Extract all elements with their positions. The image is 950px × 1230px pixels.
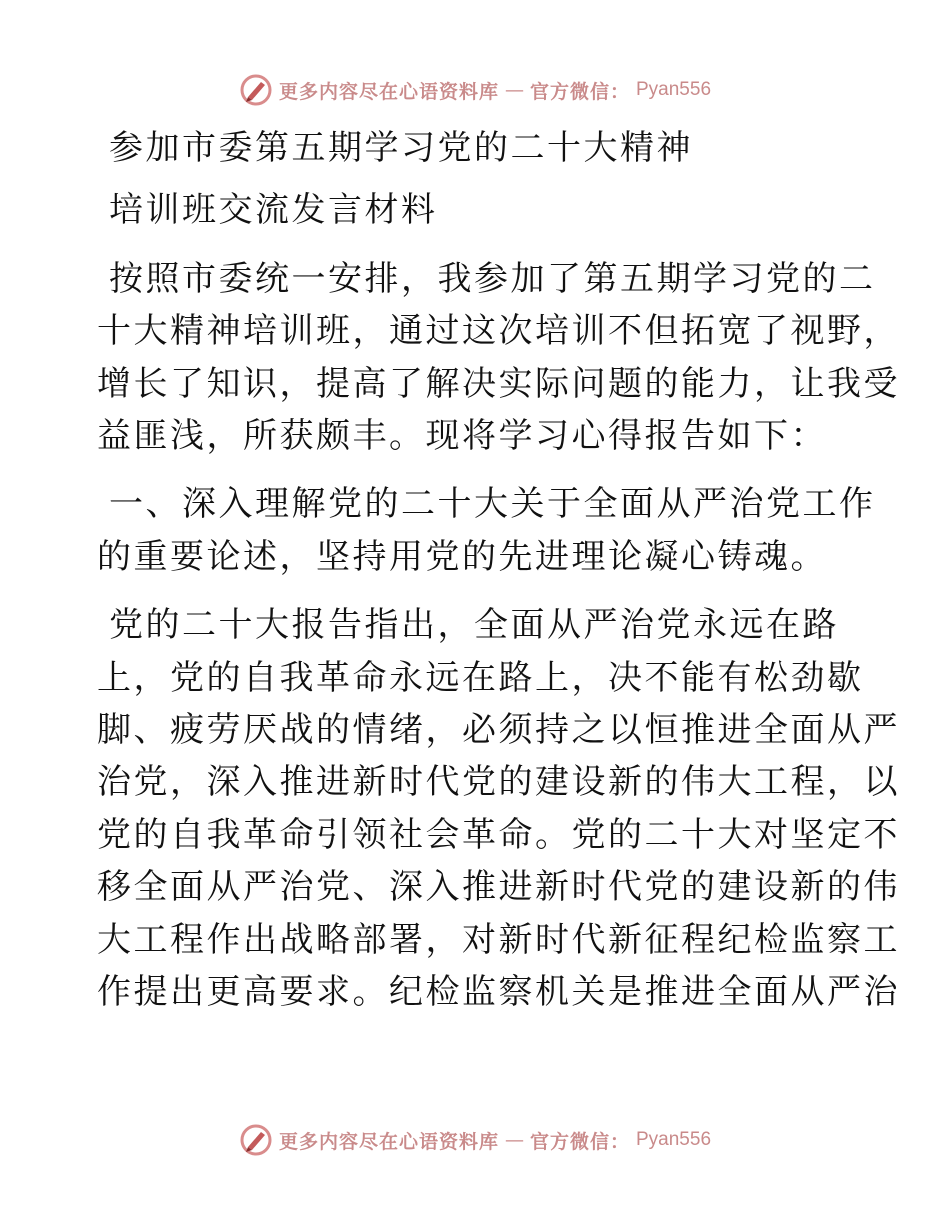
paragraph-line: 治党，深入推进新时代党的建设新的伟大工程，以: [97, 762, 900, 803]
paragraph-line: 上，党的自我革命永远在路上，决不能有松劲歇: [97, 657, 864, 698]
paragraph-line: 益匪浅，所获颇丰。现将学习心得报告如下：: [97, 416, 827, 457]
paragraph-line: 十大精神培训班，通过这次培训不但拓宽了视野，: [97, 311, 900, 352]
watermark-wechat-label: 官方微信：: [529, 1130, 630, 1153]
paragraph-line: 移全面从严治党、深入推进新时代党的建设新的伟: [97, 867, 900, 908]
paragraph-line: 脚、疲劳厌战的情绪，必须持之以恒推进全面从严: [97, 710, 900, 751]
spacer: [97, 462, 857, 478]
spacer: [97, 583, 857, 599]
heading-line: 的重要论述，坚持用党的先进理论凝心铸魂。: [97, 536, 827, 577]
paragraph-line: 党的自我革命引领社会革命。党的二十大对坚定不: [97, 814, 900, 855]
paragraph-line: 党的二十大报告指出，全面从严治党永远在路: [109, 605, 839, 646]
watermark-wechat-id: Pyan556: [636, 1129, 712, 1150]
section-heading-1: [97, 478, 876, 583]
watermark-wechat-id: Pyan556: [636, 79, 712, 100]
watermark-bottom: [0, 1120, 950, 1160]
paragraph-section-1: [97, 599, 900, 1018]
watermark-separator: —: [504, 79, 524, 101]
pen-logo-icon: [239, 73, 273, 107]
document-title-line-1: 参加市委第五期学习党的二十大精神: [109, 128, 693, 168]
paragraph-line: 作提出更高要求。纪检监察机关是推进全面从严治: [97, 972, 900, 1013]
watermark-site-text: 更多内容尽在心语资料库: [278, 80, 499, 103]
spacer: [97, 237, 857, 253]
paragraph-line: 按照市委统一安排，我参加了第五期学习党的二: [109, 258, 876, 299]
paragraph-line: 增长了知识，提高了解决实际问题的能力，让我受: [97, 363, 900, 404]
watermark-top: [0, 70, 950, 110]
paragraph-line: 大工程作出战略部署，对新时代新征程纪检监察工: [97, 919, 900, 960]
watermark-site-text: 更多内容尽在心语资料库: [278, 1130, 499, 1153]
heading-line: 一、深入理解党的二十大关于全面从严治党工作: [109, 484, 876, 525]
watermark-wechat-label: 官方微信：: [529, 80, 630, 103]
document-title-line-2: 培训班交流发言材料: [109, 190, 438, 231]
paragraph-intro: [97, 253, 900, 463]
pen-logo-icon: [239, 1123, 273, 1157]
watermark-separator: —: [504, 1129, 524, 1151]
document-body: [97, 120, 900, 1019]
